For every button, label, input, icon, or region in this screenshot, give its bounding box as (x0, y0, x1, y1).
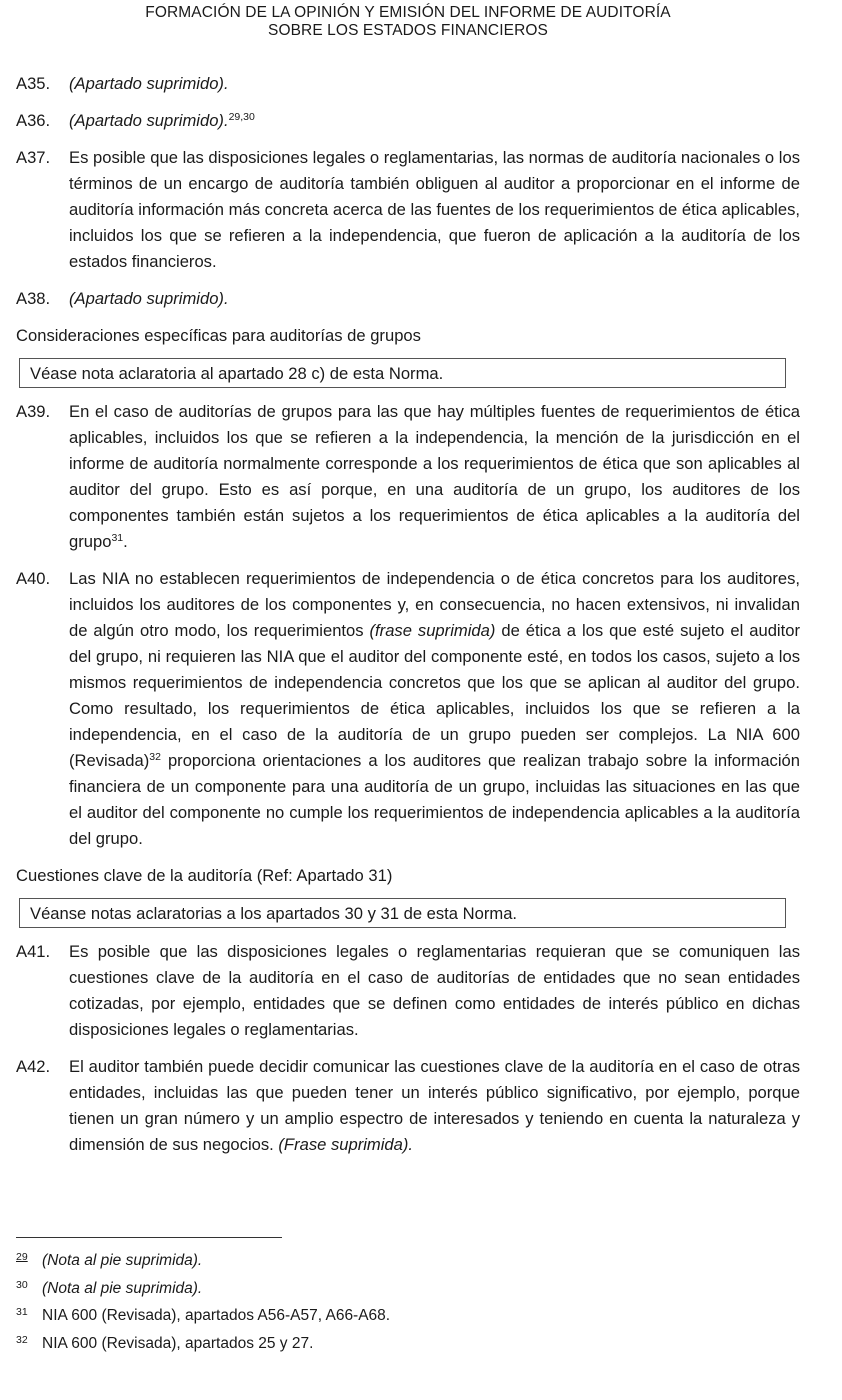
footnote-item (16, 1302, 716, 1330)
paragraph-number: A39. (16, 402, 51, 421)
paragraph-a39 (16, 399, 800, 555)
paragraph-a36 (16, 108, 800, 134)
header-title-line2: SOBRE LOS ESTADOS FINANCIEROS (268, 22, 548, 39)
footnote-ref: 32 (149, 751, 161, 763)
paragraph-number: A38. (16, 289, 51, 308)
footnote-text: (Nota al pie suprimida). (42, 1252, 203, 1269)
paragraph-number: A40. (16, 569, 51, 588)
footnote-number: 32 (16, 1333, 28, 1346)
paragraph-text-end: proporciona orientaciones a los auditores que realizan trabajo sobre la información financiera de un componente para una auditoría de un grupo, incluidas las situaciones en las que el auditor del componente no cumple los requerimientos de independencia aplicables a la auditoría del grupo. (69, 751, 800, 848)
footnote-text: (Nota al pie suprimida). (42, 1279, 203, 1297)
deleted-phrase: (Frase suprimida). (278, 1135, 414, 1154)
paragraph-text: Es posible que las disposiciones legales o reglamentarias, las normas de auditoría nacionales o los términos de un encargo de auditoría también obliguen al auditor a proporcionar en el informe de auditoría información más concreta acerca de las fuentes de los requerimientos de ética aplicables, incluidos los que se refieren a la independencia, que fueron de aplicación a la auditoría de los estados financieros. (69, 148, 800, 271)
paragraph-number: A42. (16, 1057, 51, 1076)
deleted-phrase: (frase suprimida) (369, 621, 496, 640)
paragraph-a41 (16, 939, 800, 1043)
paragraph-text: (Apartado suprimido). (69, 74, 229, 93)
footnote-ref: 31 (111, 532, 124, 544)
footnote-item (16, 1247, 716, 1275)
paragraph-number: A41. (16, 942, 51, 961)
paragraph-text: (Apartado suprimido). (69, 289, 229, 308)
paragraph-end: . (123, 532, 128, 551)
footnote-number: 31 (16, 1306, 28, 1318)
paragraph-a37 (16, 145, 800, 275)
paragraph-body (69, 566, 800, 852)
header-title-line1: FORMACIÓN DE LA OPINIÓN Y EMISIÓN DEL INFORME DE AUDITORÍA (145, 4, 671, 21)
paragraph-text: Es posible que las disposiciones legales o reglamentarias requieran que se comuniquen las cuestiones clave de la auditoría en el caso de auditorías de entidades que no sean entidades cotizadas, por ejemplo, entidades que se definen como entidades de interés público en dichas disposiciones legales o reglamentarias. (69, 942, 800, 1039)
footnote-number: 30 (16, 1278, 28, 1291)
paragraph-a40 (16, 566, 800, 852)
paragraph-body (69, 399, 800, 555)
page-header (0, 4, 816, 40)
paragraph-body (69, 108, 800, 134)
paragraph-body (69, 1054, 800, 1158)
paragraph-text: (Apartado suprimido). (69, 111, 229, 130)
clarifying-note-box: Véanse notas aclaratorias a los apartados 30 y 31 de esta Norma. (19, 898, 786, 928)
paragraph-text-continued: de ética a los que esté sujeto el auditor del grupo, ni requieren las NIA que el auditor del componente esté, en todos los casos, sujeto a los mismos requerimientos de independencia concretos que los que se aplican al auditor del grupo. Como resultado, los requerimientos de ética aplicables, incluidos los que se refieren a la independencia, en el caso de la auditoría de un grupo pueden ser complejos. La NIA 600 (Revisada) (69, 621, 800, 770)
paragraph-text: Las NIA no establecen requerimientos de independencia o de ética concretos para los auditores, incluidos los auditores de los componentes y, en consecuencia, no hacen extensivos, ni invalidan de algún otro modo, los requerimientos (69, 569, 800, 640)
paragraph-text: El auditor también puede decidir comunicar las cuestiones clave de la auditoría en el caso de otras entidades, incluidas las que pueden tener un interés público significativo, por ejemplo, porque tienen un gran número y un amplio espectro de interesados y teniendo en cuenta la naturaleza y dimensión de sus negocios. (69, 1057, 800, 1154)
clarifying-note-box: Véase nota aclaratoria al apartado 28 c) de esta Norma. (19, 358, 786, 388)
footnote-text: NIA 600 (Revisada), apartados A56-A57, A66-A68. (42, 1307, 391, 1324)
paragraph-a35 (16, 71, 800, 97)
paragraph-text: En el caso de auditorías de grupos para las que hay múltiples fuentes de requerimientos de ética aplicables, incluidos los que se refieren a la independencia, la mención de la jurisdicción en el informe de auditoría normalmente corresponde a los requerimientos de ética que son aplicables al auditor del grupo. Esto es así porque, en una auditoría de un grupo, los auditores de los componentes también están sujetos a los requerimientos de ética aplicables a la auditoría del grupo (69, 402, 800, 551)
footnotes (16, 1247, 716, 1357)
footnote-item (16, 1275, 716, 1303)
paragraph-a38 (16, 286, 800, 312)
paragraph-number: A37. (16, 148, 51, 167)
document-body (16, 71, 800, 1169)
footnote-ref: 29,30 (228, 111, 255, 123)
paragraph-number: A36. (16, 111, 51, 130)
footnote-text: NIA 600 (Revisada), apartados 25 y 27. (42, 1334, 314, 1352)
footnote-item (16, 1330, 716, 1358)
footnote-separator (16, 1237, 282, 1238)
footnote-number[interactable]: 29 (16, 1251, 28, 1263)
paragraph-a42 (16, 1054, 800, 1158)
paragraph-number: A35. (16, 74, 51, 93)
section-heading-groups: Consideraciones específicas para auditorías de grupos (16, 326, 421, 345)
section-heading-key-matters: Cuestiones clave de la auditoría (Ref: Apartado 31) (16, 866, 393, 885)
